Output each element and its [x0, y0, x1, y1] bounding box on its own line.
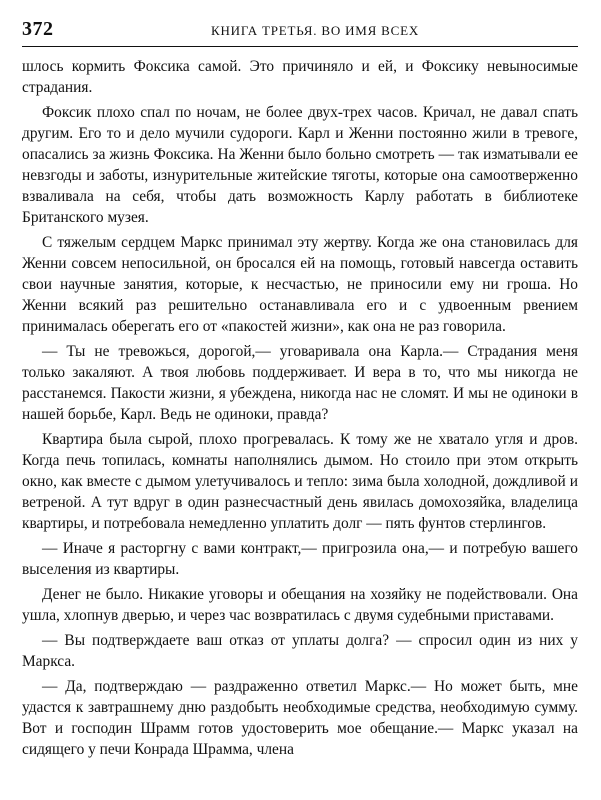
body-text	[22, 56, 578, 760]
dialogue-paragraph: — Ты не тревожься, дорогой,— уговаривала она Карла.— Страдания меня только закаляют. А твоя любовь поддерживает. И вера в то, что мы никогда не расстанемся. Пакости жизни, я убеждена, никогда нас не сломят. И мы не одиноки в нашей борьбе, Карл. Ведь не одиноки, правда?	[22, 343, 578, 423]
paragraph-continued: шлось кормить Фоксика самой. Это причиняло и ей, и Фоксику невыносимые страдания.	[22, 58, 578, 96]
paragraph: С тяжелым сердцем Маркс принимал эту жертву. Когда же она становилась для Женни совсем непосильной, он бросался ей на помощь, готовый навсегда оставить свои научные занятия, которые, к несчастью, не приносили ему ни гроша. Но Женни всякий раз решительно останавливала его и с удвоенным рвением принималась оберегать его от «пакостей жизни», как она не раз говорила.	[22, 234, 578, 335]
paragraph: Квартира была сырой, плохо прогревалась. К тому же не хватало угля и дров. Когда печь топилась, комнаты наполнялись дымом. Но стоило при этом открыть окно, как вместе с дымом улетучивалось и тепло: зима была холодной, дождливой и ветреной. А тут вдруг в один разнесчастный день явилась домохозяйка, владелица квартиры, и потребовала немедленно уплатить долг — пять фунтов стерлингов.	[22, 431, 578, 532]
paragraph: Денег не было. Никакие уговоры и обещания на хозяйку не подействовали. Она ушла, хлопнув дверью, и через час возвратилась с двумя судебными приставами.	[22, 586, 578, 624]
dialogue-paragraph: — Да, подтверждаю — раздраженно ответил Маркс.— Но может быть, мне удастся к завтрашнему дню раздобыть необходимые средства, необходимую сумму. Вот и господин Шрамм готов удостоверить мое обещание.— Маркс указал на сидящего у печи Конрада Шрамма, члена	[22, 678, 578, 758]
page-number: 372	[22, 18, 54, 40]
running-title: КНИГА ТРЕТЬЯ. ВО ИМЯ ВСЕХ	[210, 23, 420, 38]
book-page	[22, 14, 578, 794]
page-header	[22, 14, 578, 47]
paragraph: Фоксик плохо спал по ночам, не более двух-трех часов. Кричал, не давал спать другим. Его то и дело мучили судороги. Карл и Женни постоянно жили в тревоге, опасались за жизнь Фоксика. На Женни было больно смотреть — так изматывали ее невзгоды и заботы, изнурительные житейские тяготы, которые она самоотверженно взваливала на себя, чтобы дать возможность Карлу работать в библиотеке Британского музея.	[22, 104, 578, 226]
dialogue-paragraph: — Иначе я расторгну с вами контракт,— пригрозила она,— и потребую вашего выселения из квартиры.	[22, 540, 578, 578]
dialogue-paragraph: — Вы подтверждаете ваш отказ от уплаты долга? — спросил один из них у Маркса.	[22, 632, 578, 670]
